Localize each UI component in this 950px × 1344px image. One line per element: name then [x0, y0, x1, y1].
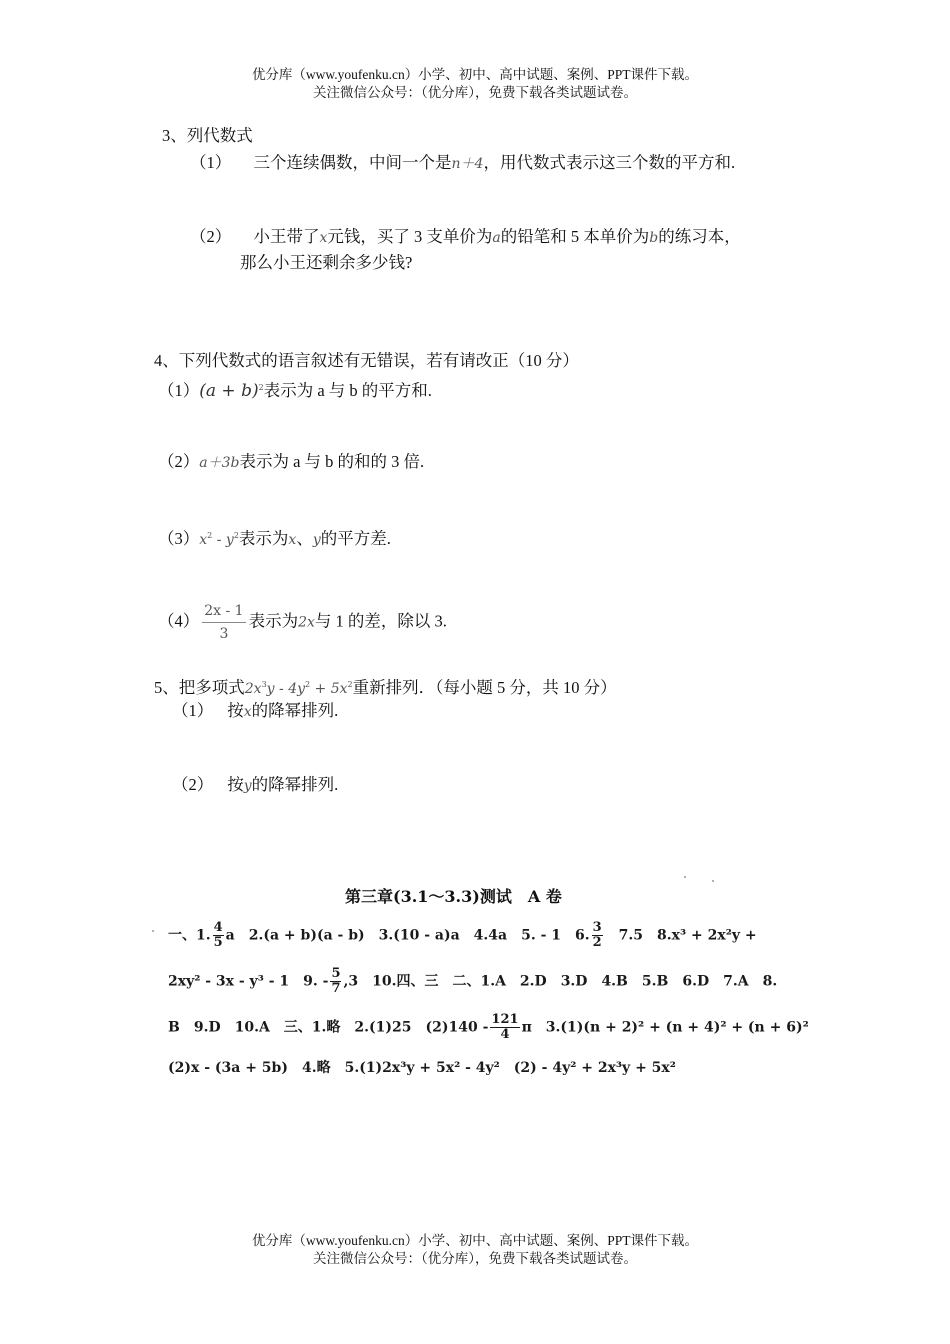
answer-line-2-b: ,3 10.四、三 二、1.A 2.D 3.D 4.B 5.B 6.D 7.A 8. — [343, 973, 778, 990]
answer-fraction-5-7-num: 5 — [331, 966, 341, 981]
q3-part1-number: （1） — [190, 153, 232, 172]
q4-part1-number: （1） — [158, 381, 200, 400]
q4-part3-exp-x: 2 — [207, 531, 213, 540]
q4-part2-text: 表示为 a 与 b 的和的 3 倍. — [239, 452, 425, 471]
answer-line-2 — [168, 967, 777, 996]
q4-part2 — [158, 451, 424, 474]
answer-fraction-3-2 — [592, 921, 603, 950]
answer-fraction-4-5-den: 5 — [213, 935, 223, 950]
q5-title-b: 重新排列．（每小题 5 分，共 10 分） — [352, 678, 617, 697]
q3-title: 3、列代数式 — [162, 126, 253, 145]
q5-poly-exp-2: 2 — [305, 680, 311, 689]
answer-line-2-a: 2xy² - 3x - y³ - 1 9. - — [168, 973, 329, 990]
answer-fraction-4-5 — [213, 921, 224, 950]
q3-part1-expr: n＋4 — [451, 156, 484, 172]
q5-polynomial — [245, 681, 353, 697]
answer-fraction-5-7 — [330, 967, 341, 996]
q5-part2-text-2: 的降幂排列. — [251, 775, 339, 794]
q4-part1 — [158, 377, 432, 403]
scan-speck — [152, 930, 154, 932]
q3-part2-var-a: a — [492, 230, 501, 246]
header-line-1: 优分库（www.youfenku.cn）小学、初中、高中试题、案例、PPT课件下载。 — [251, 67, 699, 82]
q3-part2-text-4: 的练习本， — [658, 227, 741, 246]
q4-part4-numerator: 2x - 1 — [202, 600, 245, 623]
q4-part2-number: （2） — [158, 452, 200, 471]
answer-fraction-121-4-den: 4 — [500, 1027, 510, 1042]
q4-part3-minus: - — [212, 532, 226, 548]
q4-part4-fraction — [202, 600, 245, 645]
q5-part1-number: （1） — [172, 701, 214, 720]
q4-part3-text-1: 表示为 — [238, 529, 289, 548]
footer-line-1: 优分库（www.youfenku.cn）小学、初中、高中试题、案例、PPT课件下载。 — [251, 1233, 699, 1248]
q5-title-a: 5、把多项式 — [154, 678, 245, 697]
q5-poly-term-1: 2x — [244, 681, 262, 697]
q3-part2-text-1: 小王带了 — [253, 227, 320, 246]
q4-part4-expr: 2x — [298, 614, 315, 631]
answer-line-1-c: 7.5 8.x³ + 2x²y + — [604, 927, 757, 944]
q4-part1-expr: (a + b) — [199, 381, 259, 401]
q4-part3-x: x — [199, 532, 208, 548]
q4-part4-denominator: 3 — [219, 626, 229, 642]
answer-fraction-3-2-num: 3 — [592, 920, 602, 935]
q4-part1-text: 表示为 a 与 b 的平方和. — [263, 381, 432, 400]
q5-part2-var: y — [243, 778, 252, 794]
answer-line-3-b: π 3.(1)(n + 2)² + (n + 4)² + (n + 6)² — [521, 1019, 809, 1036]
q3-part2-number: （2） — [190, 227, 232, 246]
q4-part4 — [158, 600, 447, 645]
q5-poly-exp-3: 2 — [347, 680, 353, 689]
answer-fraction-3-2-den: 2 — [592, 935, 602, 950]
q5-part2-number: （2） — [172, 775, 214, 794]
answer-fraction-5-7-den: 7 — [331, 981, 341, 996]
q5-poly-term-3: + 5x — [310, 681, 348, 697]
q4-part4-text-2: 与 1 的差，除以 3. — [314, 611, 447, 631]
q5-part1-text-1: 按 — [227, 701, 244, 720]
q4-part3-text-2: 的平方差. — [320, 529, 391, 548]
q3-part2-line2: 那么小王还剩余多少钱? — [240, 253, 413, 272]
q3-part1-text-b: ，用代数式表示这三个数的平方和. — [483, 153, 736, 172]
answer-line-1-a: 一、1. — [168, 927, 211, 944]
q5-poly-term-2: y - 4y — [266, 681, 306, 697]
q4-part4-number: （4） — [158, 611, 200, 631]
q4-part3-exp-y: 2 — [233, 531, 239, 540]
answer-key-title: 第三章(3.1～3.3)测试 A 卷 — [345, 887, 562, 906]
q3-part2-text-3: 的铅笔和 5 本单价为 — [500, 227, 650, 246]
q5-poly-exp-1: 3 — [261, 680, 267, 689]
answer-line-4: (2)x - (3a + 5b) 4.略 5.(1)2x³y + 5x² - 4y² (2) - 4y² + 2x³y + 5x² — [168, 1060, 676, 1076]
q4-part3-var-x: x — [288, 532, 297, 548]
q3-part1 — [190, 152, 735, 175]
q4-part3 — [158, 525, 391, 551]
scan-speck — [712, 880, 714, 882]
answer-fraction-121-4 — [490, 1013, 519, 1042]
q4-title: 4、下列代数式的语言叙述有无错误，若有请改正（10 分） — [154, 351, 579, 370]
q4-part3-var-y: y — [312, 532, 321, 548]
answer-fraction-4-5-num: 4 — [213, 920, 223, 935]
scan-speck — [684, 876, 686, 878]
q5-part2-text-1: 按 — [227, 775, 244, 794]
q3-part2 — [190, 226, 741, 249]
answer-line-1-b: a 2.(a + b)(a - b) 3.(10 - a)a 4.4a 5. - 1 6. — [225, 927, 590, 944]
footer-line-2: 关注微信公众号：（优分库），免费下载各类试题试卷。 — [313, 1251, 637, 1266]
answer-line-3 — [168, 1013, 809, 1042]
q4-part3-separator: 、 — [296, 529, 313, 548]
q3-part2-var-b: b — [649, 230, 659, 246]
q3-part1-text-a: 三个连续偶数，中间一个是 — [253, 153, 452, 172]
q3-part2-var-x: x — [319, 230, 328, 246]
q4-part4-text-1: 表示为 — [248, 611, 299, 631]
answer-line-3-a: B 9.D 10.A 三、1.略 2.(1)25 (2)140 - — [168, 1019, 489, 1036]
q5-part2 — [172, 774, 338, 797]
q5-part1-var: x — [243, 704, 252, 720]
q5-part1-text-2: 的降幂排列. — [251, 701, 339, 720]
answer-line-1 — [168, 921, 757, 950]
q4-part3-y: y — [225, 532, 234, 548]
q4-part3-number: （3） — [158, 529, 200, 548]
q5-part1 — [172, 700, 338, 723]
answer-fraction-121-4-num: 121 — [491, 1012, 519, 1027]
q5-title — [154, 674, 617, 700]
header-line-2: 关注微信公众号：（优分库），免费下载各类试题试卷。 — [313, 85, 637, 100]
q4-part1-exponent: 2 — [258, 383, 264, 392]
q3-part2-text-2: 元钱，买了 3 支单价为 — [327, 227, 493, 246]
q4-part2-expr: a＋3b — [199, 455, 240, 471]
